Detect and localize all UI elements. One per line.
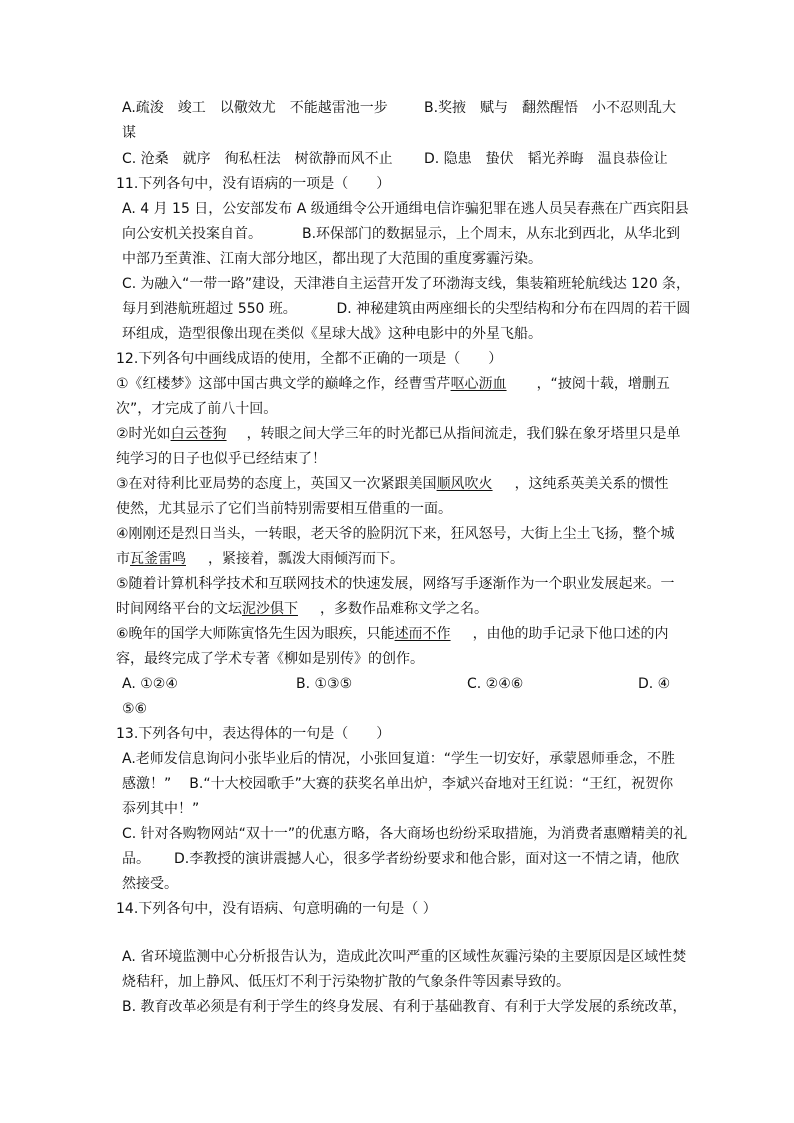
q11-option-c-line2 [122, 299, 690, 319]
q12-s6-idiom: 述而不作 [394, 626, 451, 642]
q12-option-a: A. ①②④ [122, 676, 178, 692]
q12-sentence-3-line2: 使然，尤其显示了它们当前特别需要相互借重的一面。 [116, 501, 452, 517]
q12-s4-idiom: 瓦釜雷鸣 [130, 551, 186, 567]
q12-sentence-2-line1 [116, 424, 681, 444]
q12-s3-text: ③在对待利比亚局势的态度上，英国又一次紧跟美国 [116, 476, 437, 492]
q12-s2-text-after: ，转眼之间大学三年的时光都已从指间流走，我们躲在象牙塔里只是单 [246, 426, 681, 442]
q12-s2-text: ②时光如 [116, 426, 171, 442]
q12-sentence-5-line2 [116, 599, 488, 619]
q14-stem: 14.下列各句中，没有语病、句意明确的一句是（ ） [116, 901, 437, 917]
q11-option-a-line2 [122, 224, 680, 244]
q13-option-c-line2 [122, 849, 679, 869]
q12-s4-text-after: ，紧接着，瓢泼大雨倾泻而下。 [208, 551, 404, 567]
q10-option-b-continued: 谋 [122, 125, 136, 141]
q14-option-a-line2: 烧秸秆，加上静风、低压灯不利于污染物扩散的气象条件等因素导致的。 [122, 974, 570, 990]
q10-option-b: B.奖掖 赋与 翻然醒悟 小不忍则乱大 [424, 100, 677, 116]
q12-option-d-continued: ⑤⑥ [122, 701, 148, 717]
q12-s6-text: ⑥晚年的国学大师陈寅恪先生因为眼疾，只能 [116, 626, 395, 642]
q13-option-a-line1: A.老师发信息询问小张毕业后的情况，小张回复道：“学生一切安好，承蒙恩师垂念，不胜 [122, 751, 676, 767]
q12-s6-text-after: ，由他的助手记录下他口述的内 [472, 626, 669, 642]
q10-option-a: A.疏浚 竣工 以儆效尤 不能越雷池一步 [122, 100, 388, 116]
q11-stem: 11.下列各句中，没有语病的一项是（ ） [116, 176, 391, 192]
q10-option-c: C. 沧桑 就序 徇私枉法 树欲静而风不止 [122, 151, 393, 167]
q12-stem: 12.下列各句中画线成语的使用，全都不正确的一项是（ ） [116, 351, 503, 367]
q10-option-d: D. 隐患 蛰伏 韬光养晦 温良恭俭让 [424, 151, 668, 167]
q12-s3-idiom: 顺风吹火 [436, 476, 493, 492]
q11-option-a-line1: A. 4 月 15 日，公安部发布 A 级通缉令公开通缉电信诈骗犯罪在逃人员吴春燕在广西宾阳县 [122, 201, 689, 217]
q14-option-b-line1: B. 教育改革必须是有利于学生的终身发展、有利于基础教育、有利于大学发展的系统改革， [122, 999, 687, 1015]
q12-sentence-1-line1 [116, 374, 670, 394]
q12-sentence-1-line2: 次”，才完成了前八十回。 [116, 401, 278, 417]
q11-option-a-line2-text: 向公安机关投案自首。 [122, 226, 262, 242]
q12-s1-text: ①《红楼梦》这部中国古典文学的巅峰之作，经曹雪芹 [116, 376, 451, 392]
q12-option-b: B. ①③⑤ [296, 676, 353, 692]
q12-sentence-4-line1: ④刚刚还是烈日当头，一转眼，老天爷的脸阴沉下来，狂风怒号，大街上尘土飞扬，整个城 [116, 526, 675, 542]
q12-s5-text: 时间网络平台的文坛 [116, 601, 242, 617]
q11-option-d-line1: D. 神秘建筑由两座细长的尖型结构和分布在四周的若干圆 [336, 301, 691, 317]
q12-s3-text-after: ，这纯系英美关系的惯性 [514, 476, 669, 492]
q13-option-b-line1: B.“十大校园歌手”大赛的获奖名单出炉，李斌兴奋地对王红说：“王红，祝贺你 [189, 776, 674, 792]
q12-option-c: C. ②④⑥ [467, 676, 524, 692]
q12-sentence-4-line2 [116, 549, 404, 569]
q11-option-c-line2-text: 每月到港航班超过 550 班。 [122, 301, 297, 317]
q13-option-b-line2: 忝列其中！” [122, 801, 200, 817]
q12-s5-idiom: 泥沙俱下 [242, 601, 298, 617]
q12-s2-idiom: 白云苍狗 [170, 426, 227, 442]
q14-option-a-line1: A. 省环境监测中心分析报告认为，造成此次叫严重的区域性灰霾污染的主要原因是区域性焚 [122, 949, 687, 965]
q13-stem: 13.下列各句中，表达得体的一句是（ ） [116, 726, 391, 742]
q12-option-d: D. ④ [638, 676, 671, 692]
q13-option-c-line1: C. 针对各购物网站“双十一”的优惠方略，各大商场也纷纷采取措施，为消费者惠赠精美的礼 [122, 826, 688, 842]
q11-option-b-line2: 中部乃至黄淮、江南大部分地区，都出现了大范围的重度雾霾污染。 [122, 251, 542, 267]
q12-sentence-6-line1 [116, 624, 669, 644]
q12-sentence-5-line1: ⑤随着计算机科学技术和互联网技术的快速发展，网络写手逐渐作为一个职业发展起来。一 [116, 576, 675, 592]
q13-option-a-line2 [122, 774, 673, 794]
q13-option-d-line1: D.李教授的演讲震撼人心，很多学者纷纷要求和他合影，面对这一不情之请，他欣 [174, 851, 680, 867]
q11-option-d-line2: 环组成，造型很像出现在类似《星球大战》这种电影中的外星飞船。 [122, 326, 542, 342]
q12-sentence-3-line1 [116, 474, 669, 494]
q12-s1-idiom: 呕心沥血 [450, 376, 507, 392]
q12-s5-text-after: ，多数作品难称文学之名。 [320, 601, 488, 617]
q12-sentence-2-line2: 纯学习的日子也似乎已经结束了！ [116, 451, 326, 467]
q11-option-b-line1: B.环保部门的数据显示，上个周末，从东北到西北，从华北到 [302, 226, 681, 242]
q12-s1-text-after: ，“披阅十载，增删五 [536, 376, 670, 392]
q13-option-d-line2: 然接受。 [122, 876, 178, 892]
q12-s4-text: 市 [116, 551, 130, 567]
q13-option-c-line2-text: 品。 [122, 851, 150, 867]
q13-option-a-line2-text: 感激！” [122, 776, 172, 792]
q12-sentence-6-line2: 容，最终完成了学术专著《柳如是别传》的创作。 [116, 651, 424, 667]
q11-option-c-line1: C. 为融入“一带一路”建设，天津港自主运营开发了环渤海支线，集装箱班轮航线达 120 条， [122, 276, 690, 292]
